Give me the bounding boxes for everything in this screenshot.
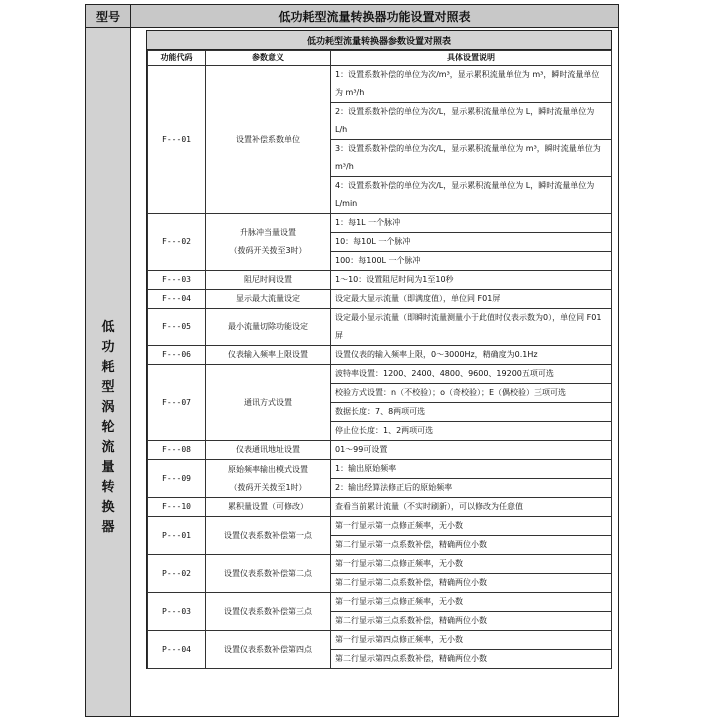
table-row	[148, 441, 612, 460]
model-name-char: 量	[101, 460, 115, 475]
parameter-meaning-note: （拨码开关拨至1时）	[229, 482, 307, 492]
model-name-vertical	[86, 318, 130, 538]
function-code: F---02	[148, 214, 206, 271]
parameter-meaning-text: 最小流量切除功能设定	[228, 322, 308, 331]
function-code: P---03	[148, 593, 206, 631]
column-header: 功能代码	[148, 51, 206, 66]
function-code: P---04	[148, 631, 206, 669]
parameter-meaning	[206, 555, 331, 593]
parameter-meaning-text: 通讯方式设置	[244, 397, 292, 407]
setting-description: 校验方式设置：n（不校验）；o（奇校验）；E（偶校验）三项可选	[331, 384, 612, 403]
model-name-char: 耗	[101, 360, 115, 375]
setting-description: 查看当前累计流量（不实时刷新），可以修改为任意值	[331, 498, 612, 517]
model-name-char: 型	[101, 380, 115, 395]
setting-description: 第一行显示第二点修正频率，无小数	[331, 555, 612, 574]
model-name-char: 流	[101, 440, 115, 455]
setting-description: 1：输出原始频率	[331, 460, 612, 479]
setting-description: 第二行显示第一点系数补偿，精确两位小数	[331, 536, 612, 555]
function-code: F---06	[148, 346, 206, 365]
setting-description: 第一行显示第一点修正频率，无小数	[331, 517, 612, 536]
setting-description: 设定最大显示流量（即满度值），单位同 F01屏	[331, 290, 612, 309]
setting-description: 1：每1L 一个脉冲	[331, 214, 612, 233]
setting-description: 2：设置系数补偿的单位为次/L，显示累积流量单位为 L，瞬时流量单位为 L/h	[331, 103, 612, 140]
table-row	[148, 214, 612, 233]
setting-description: 1：设置系数补偿的单位为次/m³，显示累积流量单位为 m³，瞬时流量单位为 m³/h	[331, 66, 612, 103]
model-name-char: 转	[101, 480, 115, 495]
parameter-meaning	[206, 66, 331, 214]
column-header: 具体设置说明	[331, 51, 612, 66]
model-column	[86, 28, 131, 716]
function-code: F---08	[148, 441, 206, 460]
table-row	[148, 290, 612, 309]
parameter-meaning	[206, 214, 331, 271]
function-code: F---09	[148, 460, 206, 498]
setting-description: 停止位长度：1、2两项可选	[331, 422, 612, 441]
model-name-char: 低	[101, 320, 115, 335]
model-name-char: 功	[101, 340, 115, 355]
model-name-char: 涡	[101, 400, 115, 415]
parameter-meaning	[206, 460, 331, 498]
parameter-meaning-text: 设置仪表系数补偿第四点	[224, 644, 312, 654]
parameter-meaning	[206, 271, 331, 290]
settings-sheet	[85, 4, 619, 717]
parameter-meaning-text: 累积量设置（可修改）	[228, 502, 308, 511]
parameter-meaning-text: 设置补偿系数单位	[236, 134, 300, 144]
setting-description: 4：设置系数补偿的单位为次/L，显示累积流量单位为 L，瞬时流量单位为 L/min	[331, 177, 612, 214]
parameter-meaning-text: 仪表通讯地址设置	[236, 445, 300, 454]
setting-description: 第二行显示第三点系数补偿，精确两位小数	[331, 612, 612, 631]
parameter-meaning	[206, 593, 331, 631]
parameter-meaning-text: 设置仪表系数补偿第一点	[224, 530, 312, 540]
parameter-meaning	[206, 290, 331, 309]
table-row	[148, 517, 612, 536]
function-code: F---01	[148, 66, 206, 214]
table-row	[148, 593, 612, 612]
function-code: F---05	[148, 309, 206, 346]
table-row	[148, 460, 612, 479]
model-name-char: 换	[101, 500, 115, 515]
setting-description: 数据长度：7、8两项可选	[331, 403, 612, 422]
table-row	[148, 555, 612, 574]
column-header-row	[148, 51, 612, 66]
parameter-meaning-text: 设置仪表系数补偿第三点	[224, 606, 312, 616]
parameter-meaning	[206, 346, 331, 365]
parameter-meaning-text: 设置仪表系数补偿第二点	[224, 568, 312, 578]
table-row	[148, 365, 612, 384]
setting-description: 第一行显示第三点修正频率，无小数	[331, 593, 612, 612]
function-code: F---07	[148, 365, 206, 441]
setting-description: 波特率设置：1200、2400、4800、9600、19200五项可选	[331, 365, 612, 384]
parameter-meaning-text: 阻尼时间设置	[244, 275, 292, 284]
sheet-header	[86, 5, 618, 28]
table-row	[148, 309, 612, 346]
parameter-table-container	[146, 30, 612, 669]
parameter-meaning-text: 原始频率输出模式设置	[228, 464, 308, 474]
table-row	[148, 66, 612, 103]
column-header: 参数意义	[206, 51, 331, 66]
table-row	[148, 271, 612, 290]
function-code: F---10	[148, 498, 206, 517]
parameter-meaning-text: 仪表输入频率上限设置	[228, 350, 308, 359]
function-code: P---02	[148, 555, 206, 593]
parameter-meaning	[206, 309, 331, 346]
setting-description: 设定最小显示流量（即瞬时流量测量小于此值时仪表示数为0），单位同 F01屏	[331, 309, 612, 346]
parameter-meaning	[206, 631, 331, 669]
table-row	[148, 346, 612, 365]
setting-description: 01～99可设置	[331, 441, 612, 460]
function-code: P---01	[148, 517, 206, 555]
setting-description: 100：每100L 一个脉冲	[331, 252, 612, 271]
function-code: F---04	[148, 290, 206, 309]
setting-description: 3：设置系数补偿的单位为次/L，显示累积流量单位为 m³，瞬时流量单位为 m³/h	[331, 140, 612, 177]
parameter-meaning	[206, 441, 331, 460]
setting-description: 10：每10L 一个脉冲	[331, 233, 612, 252]
parameter-table	[147, 50, 612, 669]
setting-description: 2：输出经算法修正后的原始频率	[331, 479, 612, 498]
setting-description: 设置仪表的输入频率上限，0～3000Hz，精确度为0.1Hz	[331, 346, 612, 365]
setting-description: 1～10：设置阻尼时间为1至10秒	[331, 271, 612, 290]
model-name-char: 器	[101, 520, 115, 535]
parameter-meaning	[206, 498, 331, 517]
parameter-meaning-text: 显示最大流量设定	[236, 294, 300, 303]
parameter-meaning	[206, 365, 331, 441]
setting-description: 第二行显示第二点系数补偿，精确两位小数	[331, 574, 612, 593]
setting-description: 第二行显示第四点系数补偿，精确两位小数	[331, 650, 612, 669]
table-row	[148, 631, 612, 650]
model-name-char: 轮	[101, 420, 115, 435]
parameter-meaning	[206, 517, 331, 555]
model-label: 型号	[86, 5, 131, 27]
table-row	[148, 498, 612, 517]
function-code: F---03	[148, 271, 206, 290]
parameter-table-title: 低功耗型流量转换器参数设置对照表	[147, 30, 611, 50]
parameter-meaning-note: （拨码开关拨至3时）	[229, 246, 307, 255]
parameter-meaning-text: 升脉冲当量设置	[240, 228, 296, 237]
setting-description: 第一行显示第四点修正频率，无小数	[331, 631, 612, 650]
sheet-title: 低功耗型流量转换器功能设置对照表	[278, 9, 471, 24]
